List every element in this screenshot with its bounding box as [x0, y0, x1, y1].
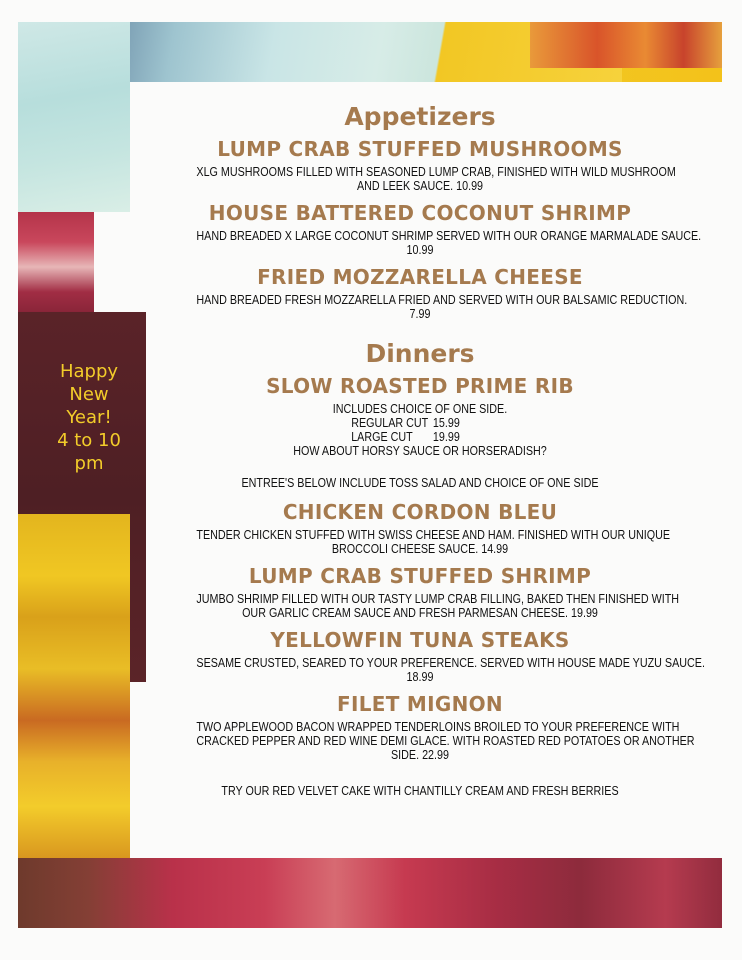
- menu-item-description: XLG MUSHROOMS FILLED WITH SEASONED LUMP CRAB, FINISHED WITH WILD MUSHROOM: [196, 165, 676, 179]
- menu-item-name: FILET MIGNON: [337, 692, 503, 716]
- menu-item-description: SIDE. 22.99: [391, 748, 449, 762]
- dessert-note: TRY OUR RED VELVET CAKE WITH CHANTILLY CREAM AND FRESH BERRIES: [221, 784, 619, 798]
- entree-note: ENTREE'S BELOW INCLUDE TOSS SALAD AND CHOICE OF ONE SIDE: [241, 476, 599, 490]
- menu-item-description: AND LEEK SAUCE. 10.99: [356, 179, 484, 193]
- cut-price: 15.99: [432, 416, 460, 430]
- left-red-panel: [18, 212, 94, 312]
- menu-item-name: HOUSE BATTERED COCONUT SHRIMP: [208, 201, 632, 225]
- menu-item-description: JUMBO SHRIMP FILLED WITH OUR TASTY LUMP CRAB FILLING, BAKED THEN FINISHED WITH: [196, 592, 680, 606]
- menu-item-name: CHICKEN CORDON BLEU: [282, 500, 558, 524]
- menu-item-description: SESAME CRUSTED, SEARED TO YOUR PREFERENCE. SERVED WITH HOUSE MADE YUZU SAUCE.: [196, 656, 705, 670]
- menu-item-name: SLOW ROASTED PRIME RIB: [266, 374, 574, 398]
- menu-item-description: OUR GARLIC CREAM SAUCE AND FRESH PARMESAN CHEESE. 19.99: [242, 606, 598, 620]
- menu-item-name: LUMP CRAB STUFFED SHRIMP: [248, 564, 592, 588]
- banner-line: pm: [74, 453, 104, 474]
- menu-item-description: BROCCOLI CHEESE SAUCE. 14.99: [331, 542, 509, 556]
- menu-item-price: 7.99: [409, 307, 431, 321]
- menu-item-name: LUMP CRAB STUFFED MUSHROOMS: [217, 137, 623, 161]
- cut-price: 19.99: [432, 430, 460, 444]
- banner-line: New: [69, 384, 109, 405]
- left-mint-panel: [18, 22, 130, 212]
- menu-item-description: HAND BREADED FRESH MOZZARELLA FRIED AND SERVED WITH OUR BALSAMIC REDUCTION.: [196, 293, 688, 307]
- menu-item-name: FRIED MOZZARELLA CHEESE: [257, 265, 583, 289]
- menu-content: [160, 100, 705, 798]
- banner-line: Happy: [59, 361, 119, 382]
- left-yellow-panel: [18, 514, 130, 858]
- menu-item-price: 18.99: [406, 670, 434, 684]
- cut-row: [351, 416, 489, 430]
- menu-item-name: YELLOWFIN TUNA STEAKS: [270, 628, 570, 652]
- prime-rib-note: HOW ABOUT HORSY SAUCE OR HORSERADISH?: [293, 444, 547, 458]
- menu-item-price: 10.99: [406, 243, 434, 257]
- dinners-title: Dinners: [365, 339, 475, 368]
- top-orange-panel: [530, 22, 722, 68]
- menu-item-description: TWO APPLEWOOD BACON WRAPPED TENDERLOINS BROILED TO YOUR PREFERENCE WITH: [196, 720, 680, 734]
- appetizers-title: Appetizers: [344, 102, 496, 131]
- prime-rib-cuts: [196, 416, 643, 444]
- happy-new-year-banner: [46, 360, 132, 475]
- banner-line: 4 to 10: [57, 430, 121, 451]
- menu-item-description: CRACKED PEPPER AND RED WINE DEMI GLACE. WITH ROASTED RED POTATOES OR ANOTHER: [196, 734, 695, 748]
- menu-item-description: TENDER CHICKEN STUFFED WITH SWISS CHEESE AND HAM. FINISHED WITH OUR UNIQUE: [196, 528, 671, 542]
- cut-label: LARGE CUT: [351, 430, 413, 444]
- banner-line: Year!: [66, 407, 112, 428]
- prime-rib-intro: INCLUDES CHOICE OF ONE SIDE.: [332, 402, 508, 416]
- cut-row: [351, 430, 489, 444]
- menu-item-description: HAND BREADED X LARGE COCONUT SHRIMP SERVED WITH OUR ORANGE MARMALADE SAUCE.: [196, 229, 702, 243]
- cut-label: REGULAR CUT: [351, 416, 429, 430]
- bottom-painted-band: [18, 858, 722, 928]
